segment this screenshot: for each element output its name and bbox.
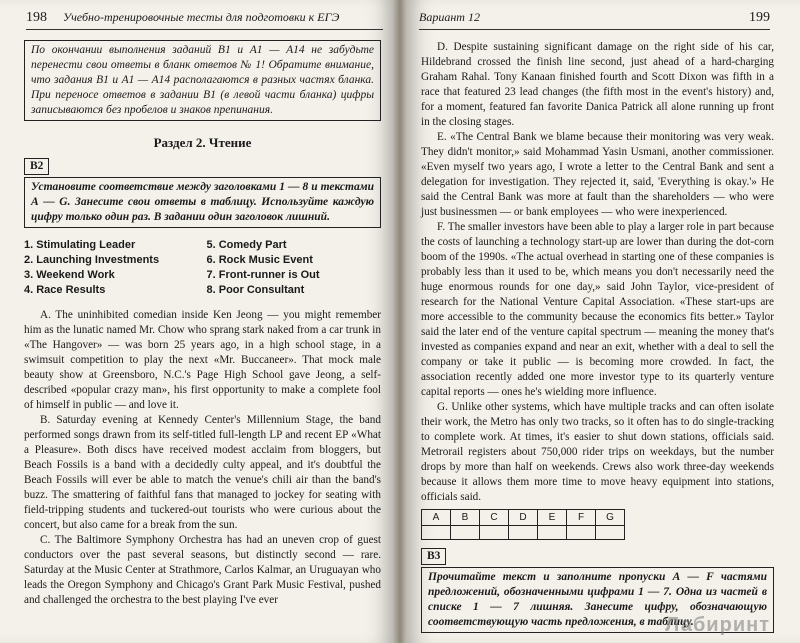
text-paragraph-f: F. The smaller investors have been able to play a larger role in part because the costs of launching a technology start-up are lower than during the dot-corn boom of the 1990s. «The actual overhead in starting one of these companies is probably less than it used to be, which means you don't necessarily need the huge enormous rounds for one day,» said John Taylor, vice-president of research for the National Venture Capital Association. «These start-ups are more accessible to the community because the economics fits better.» Taylor said the later end of the venture capital spectrum — meaning the money that's invested as companies expand and near an exit, whether with a deal to sell the company or take it public — is becoming more crowded. In fact, the association recently added one more investor type to its quarterly venture capital reports — ones he's wielding more influence. <box>421 221 774 398</box>
left-running-title: Учебно-тренировочные тесты для подготовки к ЕГЭ <box>63 10 340 24</box>
answer-cell[interactable] <box>538 526 567 540</box>
task-b2-instruction-text: Установите соответствие между заголовками 1 — 8 и текстами А — G. Занесите свои ответы в таблицу. Используйте каждую цифру только один раз. В задании один заголовок лишний. <box>31 181 374 223</box>
section-title: Раздел 2. Чтение <box>153 135 252 150</box>
heading-item: 4. Race Results <box>24 284 106 296</box>
text-paragraph-g: G. Unlike other systems, which have multiple tracks and can often isolate their work, the Metro has only two tracks, so it often has to do single-tracking to complete work. At times, it's easier to shut down stations, officials said. Metrorail registers about 750,000 rider trips on weekdays, but the number drops by more than half on weekends. Crews also work three-day weekends because it allows them more time to move heavy equipment into stations, officials said. <box>421 401 774 503</box>
text-paragraph-e: E. «The Central Bank we blame because their monitoring was very weak. They didn't monitor,» said Mohammad Yasin Usmani, another commissioner. «Even myself two years ago, I wrote a letter to the Central Bank and sent a delegation for investigation. They rejected it, said, 'Everything is okay.'» He said the Central Bank was more at fault than the shareholders — who were just businessmen — or bank employees — who were inexperienced. <box>421 131 774 218</box>
heading-item: 8. Poor Consultant <box>206 284 305 296</box>
answer-table-letter: F <box>567 510 596 526</box>
text-paragraph-b: B. Saturday evening at Kennedy Center's Millennium Stage, the band performed songs drawn from its self-titled full-length LP and recent EP «What a Pleasure». Both discs have received modest acclaim from bloggers, but Beach Fossils is a band with a decidedly culty appeal, and it's doubtful the Beach Fossils will ever be able to match the venue's chili air than the band's buzz. The smattering of faithful fans that managed to jockey for seating with field-tripping students and tuckered-out tourists who were curious about the concert, but also came for a break from the sun. <box>24 414 381 531</box>
answer-cell[interactable] <box>509 526 538 540</box>
right-page-number: 199 <box>749 10 770 25</box>
text-paragraph-c: C. The Baltimore Symphony Orchestra has had an uneven crop of guest conductors over the past several seasons, but distinctly second — rare. Saturday at the Music Center at Strathmore, Carlos Kalmar, an Uruguayan who leads the Oregon Symphony and Chicago's Grant Park Music Festival, pushed and challenged the orchestra to the best playing I've ever <box>24 534 381 606</box>
task-label-b3: В3 <box>421 548 446 565</box>
answer-table-letter: E <box>538 510 567 526</box>
answer-table-letter: G <box>596 510 625 526</box>
right-running-head <box>419 10 770 30</box>
task-b3-instruction-text: Прочитайте текст и заполните пропуски А — F частями предложений, обозначенными цифрами 1 — 7. Одна из частей в списке 1 — 7 лишняя. Занесите цифру, обозначающую соответствующую часть предложения, в таблицу. <box>428 571 767 628</box>
right-page <box>407 0 800 643</box>
heading-item: 2. Launching Investments <box>24 254 160 266</box>
heading-item: 3. Weekend Work <box>24 269 115 281</box>
heading-item: 7. Front-runner is Out <box>206 269 320 281</box>
answer-table <box>421 509 625 540</box>
answer-cell[interactable] <box>480 526 509 540</box>
answer-cell[interactable] <box>451 526 480 540</box>
answer-table-answer-row <box>422 526 625 540</box>
answer-table-letter: D <box>509 510 538 526</box>
right-content <box>421 40 774 643</box>
left-page-number: 198 <box>26 10 47 25</box>
answer-table-letter: C <box>480 510 509 526</box>
answer-cell[interactable] <box>567 526 596 540</box>
transfer-instruction-box <box>24 40 381 121</box>
task-b2-instruction-box <box>24 177 381 228</box>
text-paragraph-a: A. The uninhibited comedian inside Ken Jeong — you might remember him as the lunatic named Mr. Chow who sprang stark naked from a car trunk in «The Hangover» — was born 25 years ago, in a high school stage, in a swimsuit competition to play the next «Mr. Buccaneer». That mock male beauty show at Greensboro, N.C.'s Page High School gave Jeong, a self-described «popular crazy man», his first opportunity to make a complete fool of himself in public — and love it. <box>24 309 381 411</box>
watermark-logo: Лабиринт <box>665 614 770 636</box>
task-label-b2: В2 <box>24 158 49 175</box>
heading-item: 6. Rock Music Event <box>206 254 313 266</box>
headings-list <box>24 238 381 298</box>
answer-cell[interactable] <box>596 526 625 540</box>
answer-table-letter: A <box>422 510 451 526</box>
answer-cell[interactable] <box>422 526 451 540</box>
heading-item: 1. Stimulating Leader <box>24 239 136 251</box>
left-running-head <box>26 10 383 30</box>
book-gutter <box>393 0 407 643</box>
answer-table-header-row <box>422 510 625 526</box>
heading-item: 5. Comedy Part <box>206 239 287 251</box>
answer-table-letter: B <box>451 510 480 526</box>
transfer-instruction-text: По окончании выполнения заданий В1 и А1 — А14 не забудьте перенести свои ответы в бланк ответов № 1! Обратите внимание, что задания В1 и А1 — А14 располагаются в разных частях бланка. При переносе ответов в задании В1 (в левой части бланка) цифры записываются без пробелов и знаков препинания. <box>31 44 374 116</box>
text-paragraph-d: D. Despite sustaining significant damage on the right side of his car, Hildebrand crossed the finish line second, just ahead of a hard-charging Graham Rahal. Tony Kanaan finished fourth and Scott Dixon was fifth in a race that featured 23 lead changes (the fifth most in the event's history) and, for a moment, featured fan favorite Danica Patrick all alone running up front in the closing stages. <box>421 41 774 128</box>
right-running-title: Вариант 12 <box>419 10 480 24</box>
left-content <box>24 40 381 608</box>
left-page <box>0 0 393 643</box>
